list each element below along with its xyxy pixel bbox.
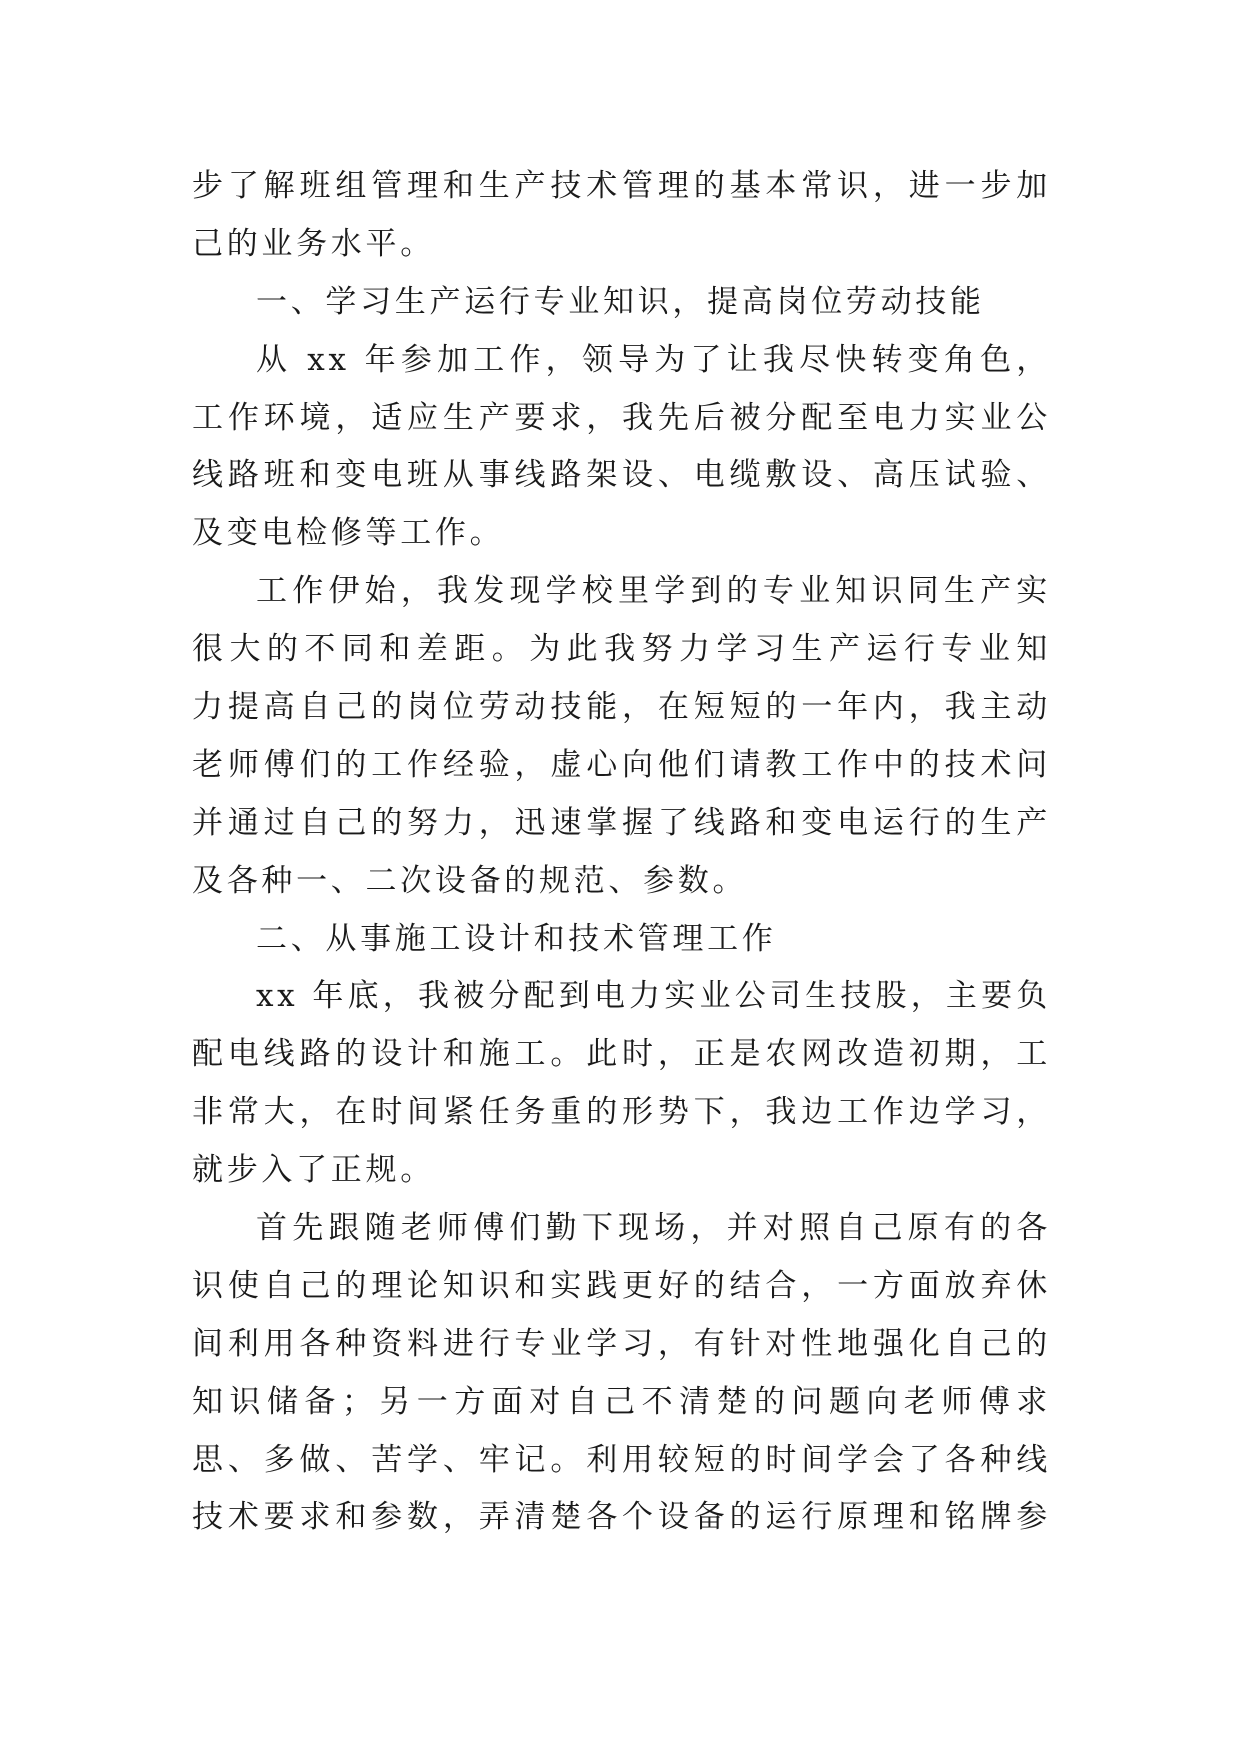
text-line: 识使自己的理论知识和实践更好的结合，一方面放弃休 (192, 1267, 1051, 1304)
text-line: 力提高自己的岗位劳动技能，在短短的一年内，我主动 (192, 689, 1051, 726)
text-line: 并通过自己的努力，迅速掌握了线路和变电运行的生产 (192, 804, 1051, 841)
text-line: xx 年底，我被分配到电力实业公司生技股，主要负 (256, 978, 1051, 1015)
text-line: 思、多做、苦学、牢记。利用较短的时间学会了各种线 (192, 1441, 1051, 1478)
text-line: 及变电检修等工作。 (192, 515, 505, 552)
text-line: 步了解班组管理和生产技术管理的基本常识，进一步加 (192, 168, 1051, 204)
text-line: 配电线路的设计和施工。此时，正是农网改造初期，工 (192, 1036, 1051, 1073)
text-line: 技术要求和参数，弄清楚各个设备的运行原理和铭牌参 (192, 1499, 1051, 1536)
text-line: 工作伊始，我发现学校里学到的专业知识同生产实 (256, 573, 1051, 610)
section-heading: 二、从事施工设计和技术管理工作 (256, 920, 777, 957)
text-line: 从 xx 年参加工作，领导为了让我尽快转变角色， (256, 341, 1051, 378)
text-line: 间利用各种资料进行专业学习，有针对性地强化自己的 (192, 1325, 1051, 1362)
text-line: 线路班和变电班从事线路架设、电缆敷设、高压试验、 (192, 457, 1051, 494)
text-line: 非常大，在时间紧任务重的形势下，我边工作边学习， (192, 1094, 1051, 1131)
text-line: 首先跟随老师傅们勤下现场，并对照自己原有的各 (256, 1210, 1051, 1247)
text-line: 很大的不同和差距。为此我努力学习生产运行专业知 (192, 631, 1051, 668)
text-line: 就步入了正规。 (192, 1152, 435, 1189)
text-line: 及各种一、二次设备的规范、参数。 (192, 862, 748, 899)
text-line: 工作环境，适应生产要求，我先后被分配至电力实业公 (192, 399, 1051, 436)
section-heading: 一、学习生产运行专业知识，提高岗位劳动技能 (256, 283, 985, 320)
text-line: 知识储备；另一方面对自己不清楚的问题向老师傅求 (192, 1383, 1051, 1420)
text-line: 老师傅们的工作经验，虚心向他们请教工作中的技术问 (192, 746, 1051, 783)
text-line: 己的业务水平。 (192, 225, 435, 262)
